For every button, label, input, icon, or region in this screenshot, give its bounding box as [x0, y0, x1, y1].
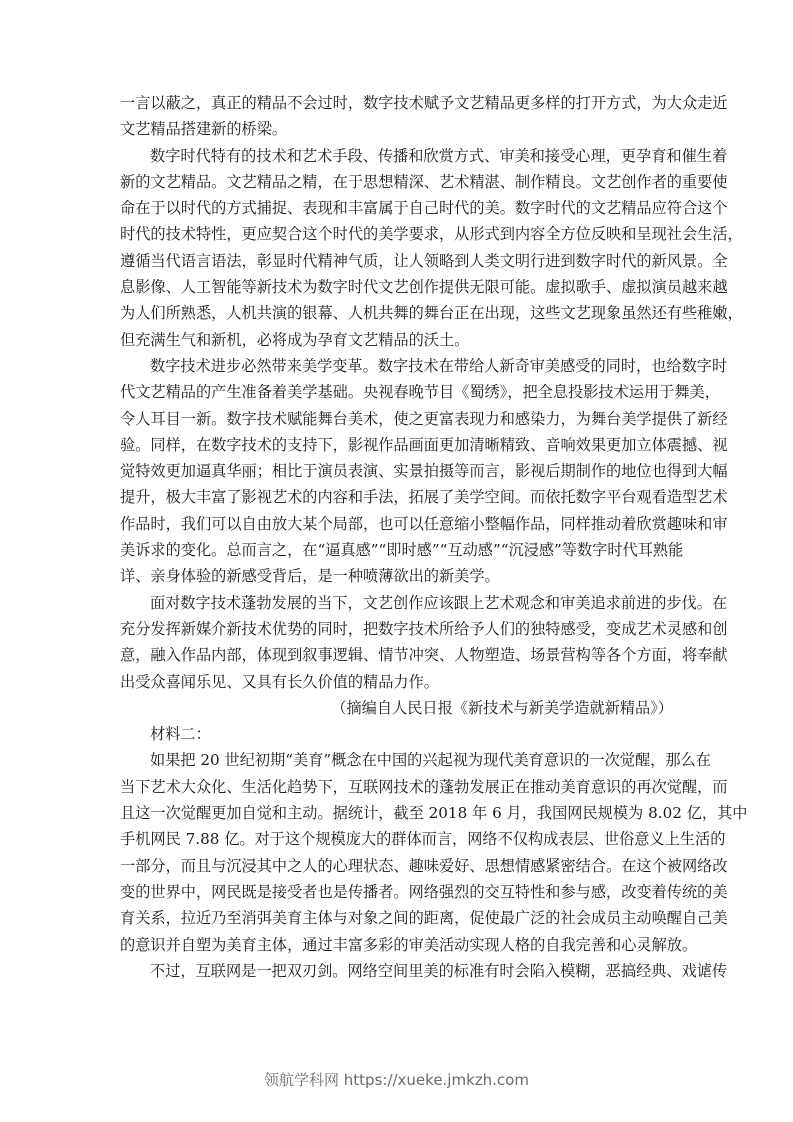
paragraph — [120, 590, 728, 695]
text-line: 详、亲身体验的新感受背后，是一种喷薄欲出的新美学。 — [120, 567, 500, 586]
text-line: 的意识并自塑为美育主体，通过丰富多彩的审美活动实现人格的自我完善和心灵解放。 — [120, 935, 698, 954]
text-line: 验。同样，在数字技术的支持下，影视作品画面更加清晰精致、音响效果更加立体震撼、视 — [120, 435, 728, 454]
watermark-footer: 领航学科网 https://xueke.jmkzh.com — [264, 1071, 529, 1089]
text-line: 文艺精品搭建新的桥梁。 — [120, 120, 288, 139]
paragraph — [120, 353, 728, 590]
paragraph — [120, 958, 728, 984]
text-line: 如果把 20 世纪初期“美育”概念在中国的兴起视为现代美育意识的一次觉醒，那么在 — [150, 751, 711, 770]
text-line: 充分发挥新媒介新技术优势的同时，把数字技术所给予人们的独特感受，变成艺术灵感和创 — [120, 619, 728, 638]
section-label: 材料二： — [150, 725, 211, 744]
paragraph — [120, 143, 743, 353]
text-line: 当下艺术大众化、生活化趋势下，互联网技术的蓬勃发展正在推动美育意识的再次觉醒，而 — [120, 777, 728, 796]
text-line: 时代的技术特性，更应契合这个时代的美学要求，从形式到内容全方位反映和呈现社会生活， — [120, 225, 743, 244]
text-line: 美诉求的变化。总而言之，在“逼真感”“即时感”“互动感”“沉浸感”等数字时代耳熟能 — [120, 541, 684, 560]
text-line: 提升，极大丰富了影视艺术的内容和手法，拓展了美学空间。而依托数字平台观看造型艺术 — [120, 488, 728, 507]
text-line: 面对数字技术蓬勃发展的当下，文艺创作应该跟上艺术观念和审美追求前进的步伐。在 — [150, 593, 728, 612]
text-line: 为人们所熟悉，人机共演的银幕、人机共舞的舞台正在出现，这些文艺现象虽然还有些稚嫩， — [120, 304, 743, 323]
text-line: 一部分，而且与沉浸其中之人的心理状态、趣味爱好、思想情感紧密结合。在这个被网络改 — [120, 856, 728, 875]
text-line: 息影像、人工智能等新技术为数字时代文艺创作提供无限可能。虚拟歌手、虚拟演员越来越 — [120, 278, 728, 297]
paragraph — [120, 747, 748, 957]
text-line: 令人耳目一新。数字技术赋能舞台美术，使之更富表现力和感染力，为舞台美学提供了新经 — [120, 409, 728, 428]
text-line: 变的世界中，网民既是接受者也是传播者。网络强烈的交互特性和参与感，改变着传统的美 — [120, 882, 728, 901]
text-line: 意，融入作品内部，体现到叙事逻辑、情节冲突、人物塑造、场景营构等各个方面，将奉献 — [120, 646, 728, 665]
text-line: 且这一次觉醒更加自觉和主动。据统计，截至 2018 年 6 月，我国网民规模为 8.02 亿，其中 — [120, 804, 748, 823]
text-line: 出受众喜闻乐见、又具有长久价值的精品力作。 — [120, 672, 439, 691]
text-line: 作品时，我们可以自由放大某个局部，也可以任意缩小整幅作品，同样推动着欣赏趣味和审 — [120, 514, 728, 533]
paragraph — [120, 90, 728, 143]
text-line: 不过，互联网是一把双刃剑。网络空间里美的标准有时会陷入模糊，恶搞经典、戏谑传 — [150, 961, 728, 980]
document-page — [120, 90, 748, 984]
text-line: 但充满生气和新机，必将成为孕育文艺精品的沃土。 — [120, 330, 470, 349]
text-line: 觉特效更加逼真华丽；相比于演员表演、实景拍摄等而言，影视后期制作的地位也得到大幅 — [120, 462, 728, 481]
text-line: 数字技术进步必然带来美学变革。数字技术在带给人新奇审美感受的同时，也给数字时 — [150, 356, 728, 375]
text-line: 遵循当代语言语法，彰显时代精神气质，让人领略到人类文明行进到数字时代的新风景。全 — [120, 251, 728, 270]
text-line: 命在于以时代的方式捕捉、表现和丰富属于自己时代的美。数字时代的文艺精品应符合这个 — [120, 199, 728, 218]
text-line: 代文艺精品的产生准备着美学基础。央视春晚节目《蜀绣》，把全息投影技术运用于舞美， — [120, 383, 720, 402]
text-line: 手机网民 7.88 亿。对于这个规模庞大的群体而言，网络不仅构成表层、世俗意义上生活的 — [120, 830, 726, 849]
text-line: 一言以蔽之，真正的精品不会过时，数字技术赋予文艺精品更多样的打开方式，为大众走近 — [120, 94, 728, 112]
text-line: 育关系，拉近乃至消弭美育主体与对象之间的距离，促使最广泛的社会成员主动唤醒自己美 — [120, 909, 728, 928]
text-line: 数字时代特有的技术和艺术手段、传播和欣赏方式、审美和接受心理，更孕育和催生着 — [150, 146, 728, 165]
text-line: 新的文艺精品。文艺精品之精，在于思想精深、艺术精湛、制作精良。文艺创作者的重要使 — [120, 172, 728, 191]
source-attribution: （摘编自人民日报《新技术与新美学造就新精品》） — [331, 698, 673, 717]
